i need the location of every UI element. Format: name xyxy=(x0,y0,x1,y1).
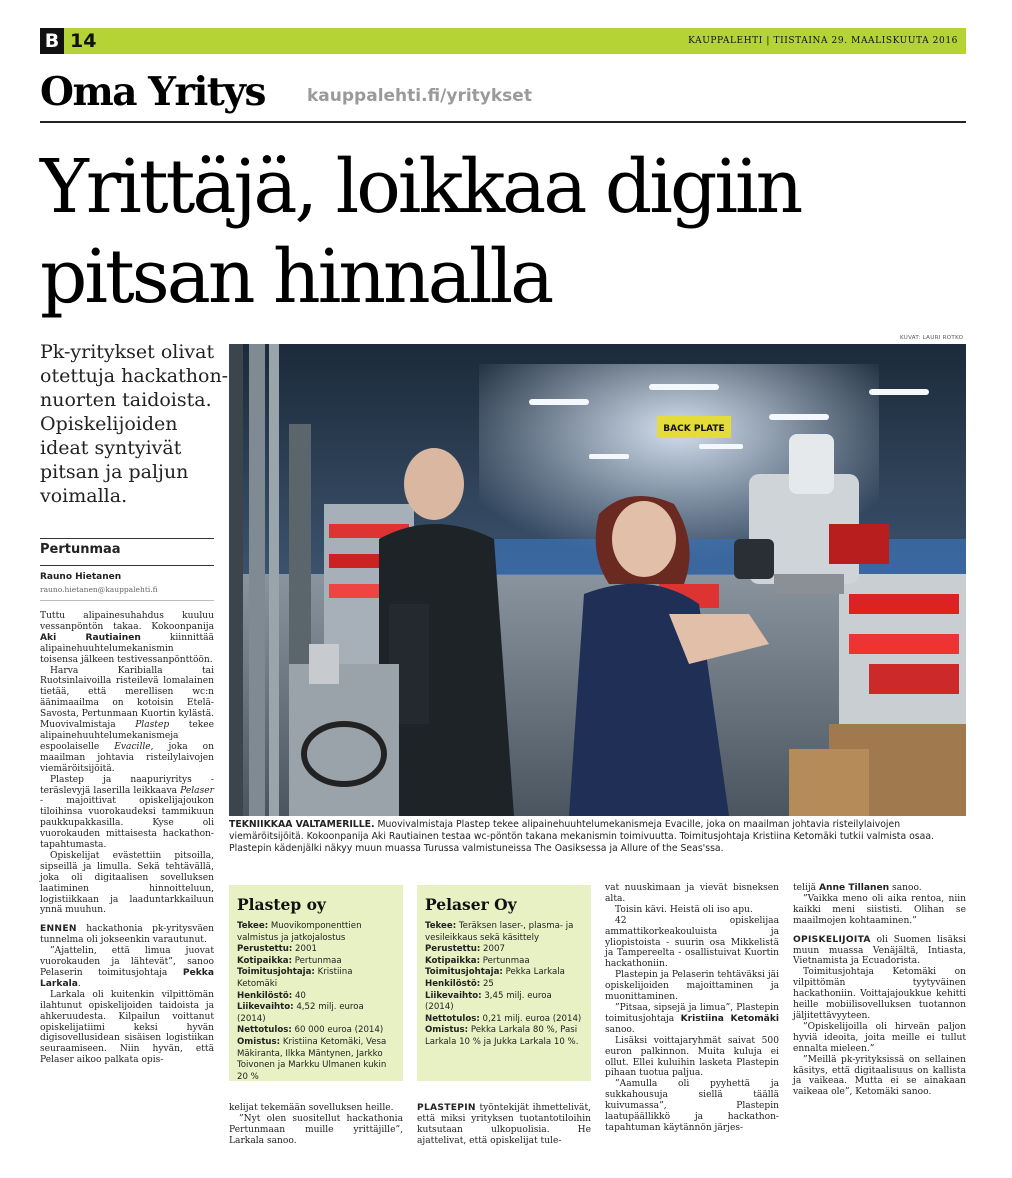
factbox-value: Teräksen laser-, plasma- ja vesileikkaus sekä käsittely xyxy=(425,921,574,943)
factbox-title: Plastep oy xyxy=(237,895,326,914)
factbox-value: Pertunmaa xyxy=(480,955,530,966)
byline-divider xyxy=(40,565,214,566)
factbox-label: Toimitusjohtaja: xyxy=(425,967,503,978)
caption-lead: TEKNIIKKAA VALTAMERILLE. xyxy=(229,819,375,830)
factbox-value: 60 000 euroa (2014) xyxy=(291,1025,384,1036)
factbox-label: Liikevaihto: xyxy=(425,990,482,1001)
caption-text: Muovivalmistaja Plastep tekee alipainehuuhtelumekanismeja Evacille, joka on maailman johtavia risteilylaivojen viemäröitsijöitä. Kokoonpanija Aki Rautiainen testaa wc-pöntön takana mekanismin toimivuutta. Toimitusjohtaja Kristiina Ketomäki tutkii valmista osaa. Plastepin kädenjälki näkyy muun muassa Turussa valmistuneissa The Oasiksessa ja Allure of the Seas'ssa. xyxy=(229,819,934,854)
body-column-2 xyxy=(229,1103,403,1147)
author-email: rauno.hietanen@kauppalehti.fi xyxy=(40,585,158,594)
paragraph: ”Vaikka meno oli aika rentoa, niin kaikki meni siististi. Olihan se maailmojen kohtaaminen.” xyxy=(793,893,966,926)
factbox-value: 2007 xyxy=(480,944,505,955)
person-name: Aki Rautiainen xyxy=(40,632,141,643)
factbox-label: Nettotulos: xyxy=(237,1025,292,1036)
paragraph-kicker: PLASTEPIN xyxy=(417,1103,476,1113)
factbox-rows xyxy=(237,921,395,1083)
factbox-value: 3,45 milj. euroa (2014) xyxy=(425,990,552,1013)
factbox-row xyxy=(425,979,583,991)
factbox-value: Muovikomponenttien valmistus ja jatkojalostus xyxy=(237,921,362,943)
paragraph: 42 opiskelijaa ammattikorkeakouluista ja yliopistoista - suurin osa Mikkelistä ja Tampereelta - osallistuivat Kuortin hackathoniin. xyxy=(605,915,779,970)
factbox-title: Pelaser Oy xyxy=(425,895,517,914)
photo-caption xyxy=(229,819,966,855)
factbox-value: 4,52 milj. euroa (2014) xyxy=(237,1002,364,1024)
paragraph: Plastep ja naapuriyritys - teräslevyjä laserilla leikkaava Pelaser - majoittivat opiskelijajoukon tiloihinsa vuorokaudeksi tammikuun paukkupakkasilla. Kyse oli vuorokauden mittaisesta hackathon-tapahtumasta. xyxy=(40,774,214,851)
dateline-location: Pertunmaa xyxy=(40,542,121,557)
byline-divider-bottom xyxy=(40,600,214,601)
factbox-rows xyxy=(425,921,583,1049)
factbox-pelaser xyxy=(417,885,591,1081)
photo-credit: KUVAT: LAURI ROTKO xyxy=(900,335,964,341)
paragraph: kelijat tekemään sovelluksen heille. xyxy=(229,1103,394,1113)
factbox-value: Pertunmaa xyxy=(292,955,342,966)
person-name: Anne Tillanen xyxy=(819,883,890,893)
article-photo xyxy=(229,344,966,816)
paragraph: Toisin kävi. Heistä oli iso apu. xyxy=(615,904,753,915)
factbox-label: Toimitusjohtaja: xyxy=(237,967,315,978)
factbox-value: 0,21 milj. euroa (2014) xyxy=(479,1013,582,1024)
factbox-value: Kristiina Ketomäki xyxy=(237,967,353,989)
factbox-row xyxy=(237,921,395,944)
factbox-value: 2001 xyxy=(292,944,317,955)
body-column-4 xyxy=(605,883,779,1134)
body-column-5 xyxy=(793,883,966,1098)
factbox-label: Liikevaihto: xyxy=(237,1002,294,1013)
factbox-row xyxy=(425,991,583,1014)
factbox-row xyxy=(425,956,583,968)
factbox-row xyxy=(237,956,395,968)
paragraph-kicker: ENNEN xyxy=(40,924,77,935)
factbox-row xyxy=(237,1037,395,1083)
article-deck: Pk-yritykset olivat otettuja hackathon- nuorten taidoista. Opiskelijoiden ideat syntyivät pitsan ja paljun voimalla. xyxy=(40,341,229,507)
paragraph: ”Ajattelin, että limua juovat vuorokauden ja lähtevät”, sanoo Pelaserin toimitusjohtaja Pekka Larkala. xyxy=(40,946,214,989)
factbox-value: 25 xyxy=(480,978,494,989)
body-column-1 xyxy=(40,611,214,1066)
factbox-label: Perustettu: xyxy=(425,944,481,955)
paragraph: ”Nyt olen suositellut hackathonia Pertunmaan muille yrittäjille”, Larkala sanoo. xyxy=(229,1113,403,1146)
paragraph: ”Aamulla oli pyyhettä ja sukkahousuja siellä täällä kuivumassa”, Plastepin laatupäällikkö ja hackathon-tapahtuman käytännön järjes- xyxy=(605,1079,779,1133)
factbox-row xyxy=(237,1025,395,1037)
factory-photo-illustration xyxy=(229,344,966,816)
person-name: Pekka Larkala xyxy=(40,968,214,989)
paragraph: PLASTEPIN työntekijät ihmettelivät, että miksi yrityksen tuotantotiloihin kutsutaan ulkopuolisia. He ajattelivat, että opiskelijat tule- xyxy=(417,1103,591,1146)
factbox-label: Omistus: xyxy=(237,1036,281,1047)
factbox-plastep xyxy=(229,885,403,1081)
factbox-label: Henkilöstö: xyxy=(237,990,293,1001)
paragraph: Opiskelijat evästettiin pitsoilla, sipseillä ja limulla. Sekä tehtävällä, joka oli digitaalisen sovelluksen laatiminen hinnoitteluun, logistiikkaan ja laaduntarkkailuun ynnä muuhun. xyxy=(40,850,214,916)
factbox-label: Tekee: xyxy=(237,921,269,931)
paragraph: ENNEN hackathonia pk-yritysväen tunnelma oli jokseenkin varautunut. xyxy=(40,924,214,946)
factbox-label: Tekee: xyxy=(425,921,457,931)
factbox-value: 40 xyxy=(292,990,306,1001)
section-url: kauppalehti.fi/yritykset xyxy=(307,86,532,106)
article-headline: Yrittäjä, loikkaa digiin pitsan hinnalla xyxy=(40,144,801,320)
paragraph: Harva Karibialla tai Ruotsinlaivoilla risteilevä lomalainen tietää, että merellisen wc:n äänimaailma on kotoisin Etelä-Savosta, Pertunmaan Kuortin kylästä. Muovivalmistaja Plastep tekee alipainehuuhtelumekanismeja espoolaiselle Evacille, joka on maailman johtavia risteilylaivojen viemäröitsijöitä. xyxy=(40,665,215,774)
factbox-label: Nettotulos: xyxy=(425,1013,480,1024)
factbox-label: Omistus: xyxy=(425,1025,469,1036)
paragraph: ”Pitsaa, sipsejä ja limua”, Plastepin toimitusjohtaja Kristiina Ketomäki sanoo. xyxy=(605,1002,779,1035)
back-plate-sign-text: BACK PLATE xyxy=(663,424,725,434)
paragraph: ”Meillä pk-yrityksissä on sellainen käsitys, että digitaalisuus on kallista ja vaikeaa. Mutta ei se ainakaan vaikeaa ole”, Ketomäki sanoo. xyxy=(793,1054,966,1098)
factbox-row xyxy=(425,967,583,979)
factbox-row xyxy=(237,991,395,1003)
paragraph: Lisäksi voittajaryhmät saivat 500 euron palkinnon. Muita kuluja ei ollut. Ellei kuluihin lasketa Plastepin pihaan tuotua paljua. xyxy=(605,1035,779,1079)
paragraph: Larkala oli kuitenkin vilpittömän ilahtunut opiskelijoiden taidoista ja ahkeruudesta. Kilpailun voittanut opiskelijatiimi keksi hyvän digisovellusidean sisäisen logistiikan seuraamiseen. Niin hyvän, että Pelaser aikoo palkata opis- xyxy=(40,989,214,1066)
factbox-value: Kristiina Ketomäki, Vesa Mäkiranta, Ilkka Mäntynen, Jarkko Toivonen ja Markku Ulmanen kukin 20 % xyxy=(237,1036,387,1082)
test-machine xyxy=(289,644,399,816)
section-title: Oma Yritys xyxy=(40,69,265,115)
factbox-value: Pekka Larkala xyxy=(502,967,565,978)
paragraph: ”Opiskelijoilla oli hirveän paljon hyviä ideoita, joita meille ei tullut ennalta mieleen.” xyxy=(793,1021,966,1054)
factbox-row xyxy=(425,921,583,944)
factbox-label: Henkilöstö: xyxy=(425,978,481,989)
byline-divider-top xyxy=(40,538,214,539)
paragraph: Plastepin ja Pelaserin tehtäväksi jäi opiskelijoiden majoittaminen ja muonittaminen. xyxy=(605,970,779,1003)
section-divider xyxy=(40,121,966,123)
paragraph: Tuttu alipainesuhahdus kuuluu vessanpöntön takaa. Kokoonpanija Aki Rautiainen kiinnittää alipainehuuhtelumekanismin toisensa jälkeen testivessanpönttöön. xyxy=(40,611,214,665)
paragraph: telijä Anne Tillanen sanoo. xyxy=(793,883,922,893)
factbox-row xyxy=(237,967,395,990)
person-name: Kristiina Ketomäki xyxy=(680,1013,779,1024)
paragraph: Toimitusjohtaja Ketomäki on vilpittömän tyytyväinen hackathoniin. Voittajajoukkue kehitti heille mobiilisovelluksen tuotannon jäljitettävyyteen. xyxy=(793,967,966,1021)
factbox-label: Kotipaikka: xyxy=(425,955,481,966)
masthead-date: KAUPPALEHTI | TIISTAINA 29. MAALISKUUTA 2016 xyxy=(688,36,958,46)
factbox-row xyxy=(237,944,395,956)
factbox-row xyxy=(425,1014,583,1026)
author-name: Rauno Hietanen xyxy=(40,572,122,582)
body-column-3 xyxy=(417,1103,591,1147)
paragraph-kicker: OPISKELIJOITA xyxy=(793,934,871,945)
page-header-bar xyxy=(40,28,966,54)
factbox-label: Perustettu: xyxy=(237,944,293,955)
paragraph: OPISKELIJOITA oli Suomen lisäksi muun muassa Venäjältä, Intiasta, Vietnamista ja Ecuadorista. xyxy=(793,934,966,967)
section-letter-badge: B xyxy=(40,28,64,54)
factbox-value: Pekka Larkala 80 %, Pasi Larkala 10 % ja Jukka Larkala 10 %. xyxy=(425,1025,579,1047)
factbox-row xyxy=(425,1025,583,1048)
factbox-row xyxy=(237,1002,395,1025)
factbox-row xyxy=(425,944,583,956)
paragraph: vat nuuskimaan ja vievät bisneksen alta. xyxy=(605,883,779,904)
page-number: 14 xyxy=(70,30,97,52)
factbox-label: Kotipaikka: xyxy=(237,955,293,966)
